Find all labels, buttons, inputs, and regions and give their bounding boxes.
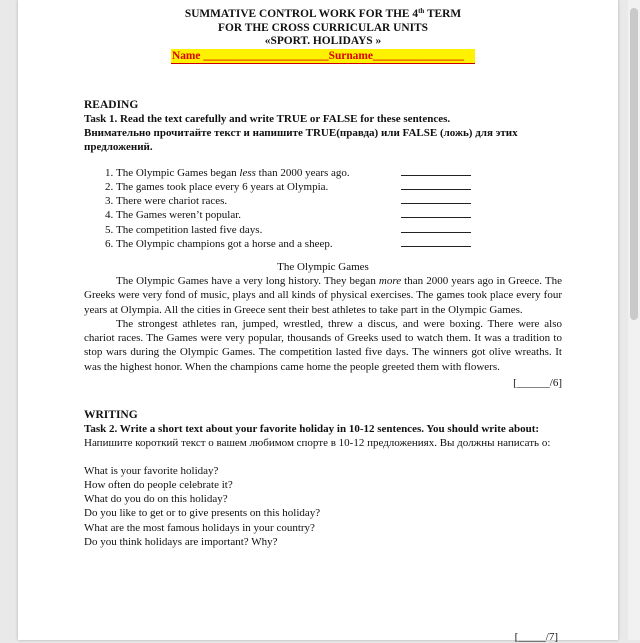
story-title: The Olympic Games <box>277 261 369 274</box>
writing-question-5: What are the most famous holidays in your country? <box>84 521 315 534</box>
vertical-scrollbar[interactable] <box>628 0 640 640</box>
name-surname-field[interactable] <box>84 49 562 64</box>
title-line-2: FOR THE CROSS CURRICULAR UNITS <box>218 21 428 34</box>
writing-score: [_____/7] <box>514 631 558 643</box>
writing-question-3: What do you do on this holiday? <box>84 493 228 506</box>
statement-1: 1. The Olympic Games began less than 2000 years ago. <box>116 166 562 180</box>
answer-blank-3[interactable] <box>401 203 471 204</box>
title-line-3: «SPORT. HOLIDAYS » <box>264 35 382 47</box>
task1-instruction-en: Task 1. Read the text carefully and write TRUE or FALSE for these sentences. <box>84 112 451 125</box>
answer-blank-4[interactable] <box>401 217 471 218</box>
task2-instruction-ru: Напишите короткий текст о вашем любимом спорте в 10-12 предложениях. Вы должны написать о: <box>84 436 551 449</box>
document-title <box>84 8 562 49</box>
statement-6: 6. The Olympic champions got a horse and a sheep. <box>116 237 562 251</box>
title-line-1: SUMMATIVE CONTROL WORK FOR THE 4th TERM <box>184 7 462 20</box>
story-paragraph-1: The Olympic Games have a very long history. They began more than 2000 years ago in Greece. The Greeks were very fond of music, plays and all kinds of physical exercises. The games took place every four years at Olympia. All the cities in Greece sent their best athletes to take part in the Olympic Games. <box>84 275 563 316</box>
task2-instruction-en: Task 2. Write a short text about your favorite holiday in 10-12 sentences. You should write about: <box>84 422 540 435</box>
task1-instruction-ru: Внимательно прочитайте текст и напишите TRUE(правда) или FALSE (ложь) для этих предложений. <box>84 126 518 153</box>
answer-blank-1[interactable] <box>401 175 471 176</box>
scrollbar-thumb[interactable] <box>630 8 638 320</box>
statement-5: 5. The competition lasted five days. <box>116 223 562 237</box>
story-paragraph-2: The strongest athletes ran, jumped, wrestled, threw a discus, and were boxing. There were also chariot races. The Games were very popular, thousands of Greeks used to watch them. It was a tradition to stop wars during the Olympic Games. The competition lasted five days. The winners got olive wreaths. It was the highest honor. When the champions came home the people greeted them with flowers. <box>84 317 562 373</box>
document-page <box>18 0 618 643</box>
writing-question-2: How often do people celebrate it? <box>84 478 233 491</box>
statement-2: 2. The games took place every 6 years at Olympia. <box>116 180 562 194</box>
document-content <box>84 8 562 549</box>
statement-4: 4. The Games weren’t popular. <box>116 208 562 222</box>
reading-score: [______/6] <box>513 376 562 389</box>
writing-heading: WRITING <box>84 408 138 421</box>
writing-question-6: Do you think holidays are important? Why? <box>84 535 278 548</box>
name-surname-label: Name ______________________Surname________________ <box>171 49 475 64</box>
reading-heading: READING <box>84 98 139 111</box>
answer-blank-2[interactable] <box>401 189 471 190</box>
true-false-list <box>84 166 562 252</box>
writing-question-1: What is your favorite holiday? <box>84 464 219 477</box>
statement-3: 3. There were chariot races. <box>116 194 562 208</box>
answer-blank-5[interactable] <box>401 232 471 233</box>
writing-question-4: Do you like to get or to give presents on this holiday? <box>84 507 321 520</box>
answer-blank-6[interactable] <box>401 246 471 247</box>
